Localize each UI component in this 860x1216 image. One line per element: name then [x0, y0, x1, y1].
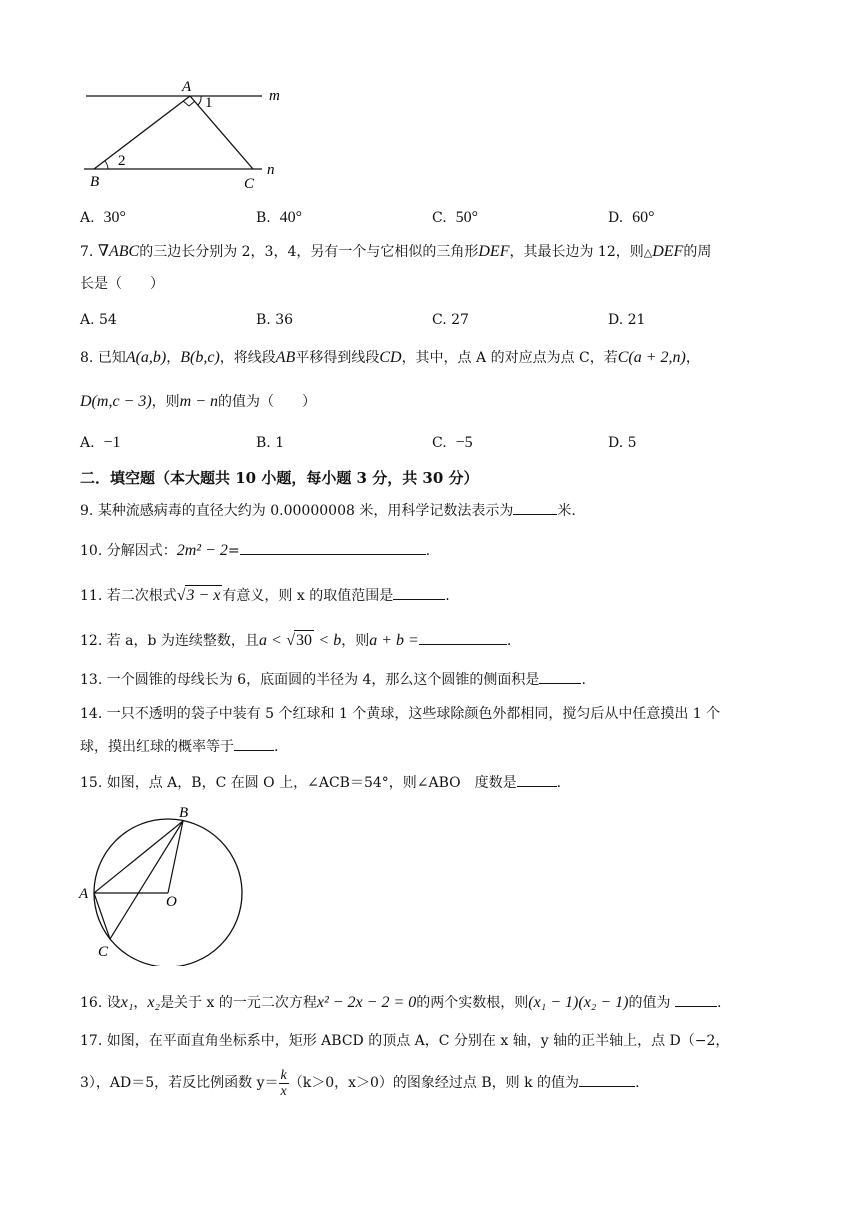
- q6-option-d: D. 60°: [608, 209, 655, 226]
- question-17-line-2: 3），AD＝5，若反比例函数 y＝ $\frac{k}{x}$ （k＞0，x＞0）的图象经过点 B，则 k 的值为 .: [80, 1067, 640, 1099]
- question-12: 12. 若 a，b 为连续整数，且a < √30 < b，则a + b = .: [80, 632, 512, 649]
- question-7-line-1: 7. ∇ABC的三边长分别为 2，3，4，另有一个与它相似的三角形DEF，其最长边为 12，则△DEF的周: [80, 243, 712, 260]
- segment-ac: [190, 96, 253, 169]
- q7-option-d: D. 21: [608, 312, 646, 328]
- fraction-k-over-x: $\frac{k}{x}$: [280, 1067, 287, 1099]
- question-8-line-1: 8. 已知A(a,b)，B(b,c)，将线段AB平移得到线段CD，其中，点 A 的对应点为点 C，若C(a + 2,n)，: [80, 349, 700, 366]
- label-b: B: [179, 805, 189, 821]
- label-2: 2: [118, 153, 126, 169]
- label-1: 1: [205, 95, 213, 111]
- segment-bc: [110, 821, 183, 939]
- question-16: 16. 设x₁，x₂是关于 x 的一元二次方程x² − 2x − 2 = 0的两个实数根，则(x₁ − 1)(x₂ − 1)的值为 .: [80, 994, 722, 1011]
- answer-blank: [513, 500, 557, 515]
- angle-1-arc: [198, 96, 201, 105]
- label-c: C: [98, 944, 109, 960]
- question-15: 15. 如图，点 A，B，C 在圆 O 上，∠ACB＝54°，则∠ABO 度数是 .: [80, 772, 561, 793]
- q6-option-a: A. 30°: [80, 209, 126, 226]
- segment-ac: [94, 893, 110, 939]
- circle-figure: [76, 800, 256, 966]
- question-10: 10. 分解因式：2m² − 2= .: [80, 542, 431, 559]
- label-o: O: [166, 894, 177, 910]
- segment-ab: [94, 96, 190, 169]
- q8-option-c: C. −5: [432, 434, 473, 451]
- q7-option-b: B. 36: [256, 312, 294, 328]
- question-17-line-1: 17. 如图，在平面直角坐标系中，矩形 ABCD 的顶点 A，C 分别在 x 轴，y 轴的正半轴上，点 D（−2，: [80, 1033, 730, 1049]
- angle-2-arc: [105, 161, 108, 169]
- answer-blank: [393, 585, 445, 600]
- label-n: n: [267, 162, 275, 178]
- right-angle-mark: [183, 101, 195, 106]
- question-11: 11. 若二次根式√3 − x 有意义，则 x 的取值范围是 .: [80, 587, 450, 604]
- question-14-line-1: 14. 一只不透明的袋子中装有 5 个红球和 1 个黄球，这些球除颜色外都相同，搅匀后从中任意摸出 1 个: [80, 706, 721, 722]
- answer-blank: [579, 1072, 635, 1087]
- question-14-line-2: 球，摸出红球的概率等于 .: [80, 736, 278, 757]
- parallel-lines-triangle-figure: [78, 76, 298, 192]
- q6-option-c: C. 50°: [432, 209, 478, 226]
- answer-blank: [517, 772, 557, 787]
- question-9: 9. 某种流感病毒的直径大约为 0.00000008 米，用科学记数法表示为 米.: [80, 500, 576, 521]
- q8-option-a: A. −1: [80, 434, 121, 451]
- question-7-line-2: 长是（ ）: [80, 276, 164, 292]
- label-b: B: [90, 174, 100, 190]
- label-a: A: [79, 886, 89, 902]
- q7-option-c: C. 27: [432, 312, 469, 328]
- q7-option-a: A. 54: [80, 312, 117, 328]
- q8-option-b: B. 1: [256, 435, 285, 451]
- question-13: 13. 一个圆锥的母线长为 6，底面圆的半径为 4，那么这个圆锥的侧面积是 .: [80, 669, 586, 690]
- label-c: C: [244, 176, 255, 192]
- answer-blank: [539, 669, 581, 684]
- label-a: A: [182, 79, 192, 95]
- answer-blank: [234, 736, 274, 751]
- question-8-line-2: D(m,c − 3)，则m − n的值为（ ）: [80, 393, 317, 410]
- q6-option-b: B. 40°: [256, 209, 303, 226]
- answer-blank: [240, 540, 426, 555]
- q8-option-d: D. 5: [608, 435, 637, 451]
- label-m: m: [269, 88, 280, 104]
- answer-blank: [419, 630, 507, 645]
- section-2-heading: 二．填空题（本大题共 10 小题，每小题 3 分，共 30 分）: [80, 469, 479, 487]
- answer-blank: [675, 992, 717, 1007]
